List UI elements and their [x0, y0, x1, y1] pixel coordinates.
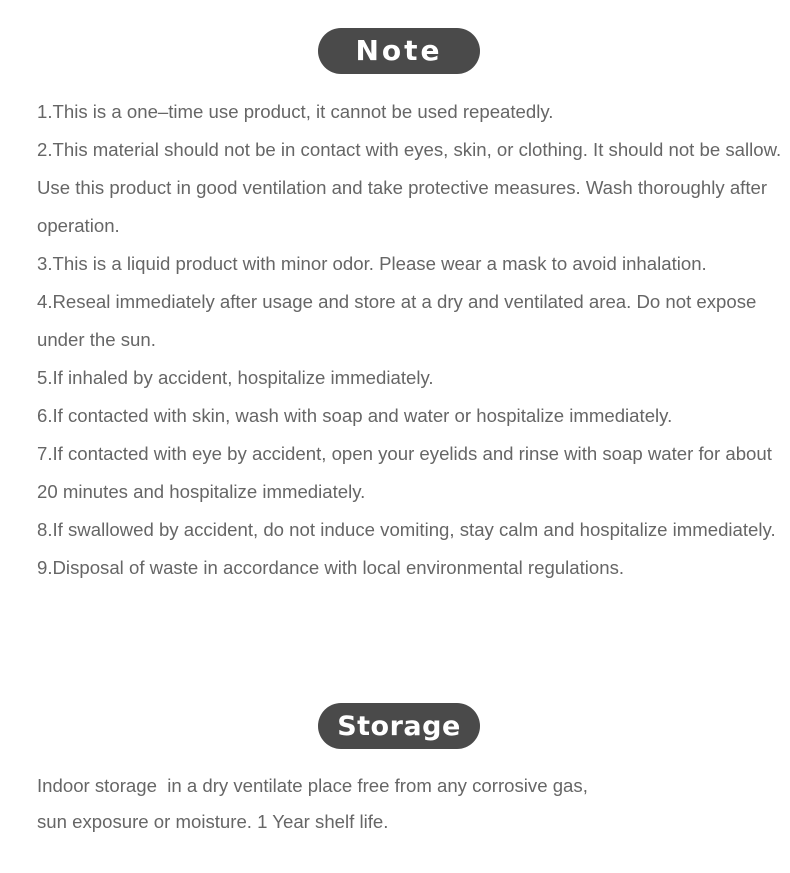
storage-text [37, 768, 757, 840]
note-item-2: 2.This material should not be in contact with eyes, skin, or clothing. It should not be sallow. Use this product in good ventilation and take protective measures. Wash thoroughly after operation. [37, 139, 782, 236]
note-item-4: 4.Reseal immediately after usage and store at a dry and ventilated area. Do not expose under the sun. [37, 291, 757, 350]
note-item-8: 8.If swallowed by accident, do not induce vomiting, stay calm and hospitalize immediately. [37, 519, 776, 540]
storage-heading-label: Storage [337, 710, 461, 742]
storage-line-1: Indoor storage in a dry ventilate place free from any corrosive gas, [37, 775, 588, 796]
note-item-6: 6.If contacted with skin, wash with soap and water or hospitalize immediately. [37, 405, 673, 426]
note-item-9: 9.Disposal of waste in accordance with local environmental regulations. [37, 557, 625, 578]
note-item-5: 5.If inhaled by accident, hospitalize immediately. [37, 367, 434, 388]
note-heading-label: Note [355, 34, 443, 67]
note-item-7: 7.If contacted with eye by accident, open your eyelids and rinse with soap water for about 20 minutes and hospitalize immediately. [37, 443, 772, 502]
storage-heading [318, 703, 480, 749]
note-item-1: 1.This is a one–time use product, it cannot be used repeatedly. [37, 101, 554, 122]
note-item-3: 3.This is a liquid product with minor odor. Please wear a mask to avoid inhalation. [37, 253, 707, 274]
note-heading [318, 28, 480, 74]
note-list [37, 93, 782, 587]
storage-line-2: sun exposure or moisture. 1 Year shelf life. [37, 811, 389, 832]
